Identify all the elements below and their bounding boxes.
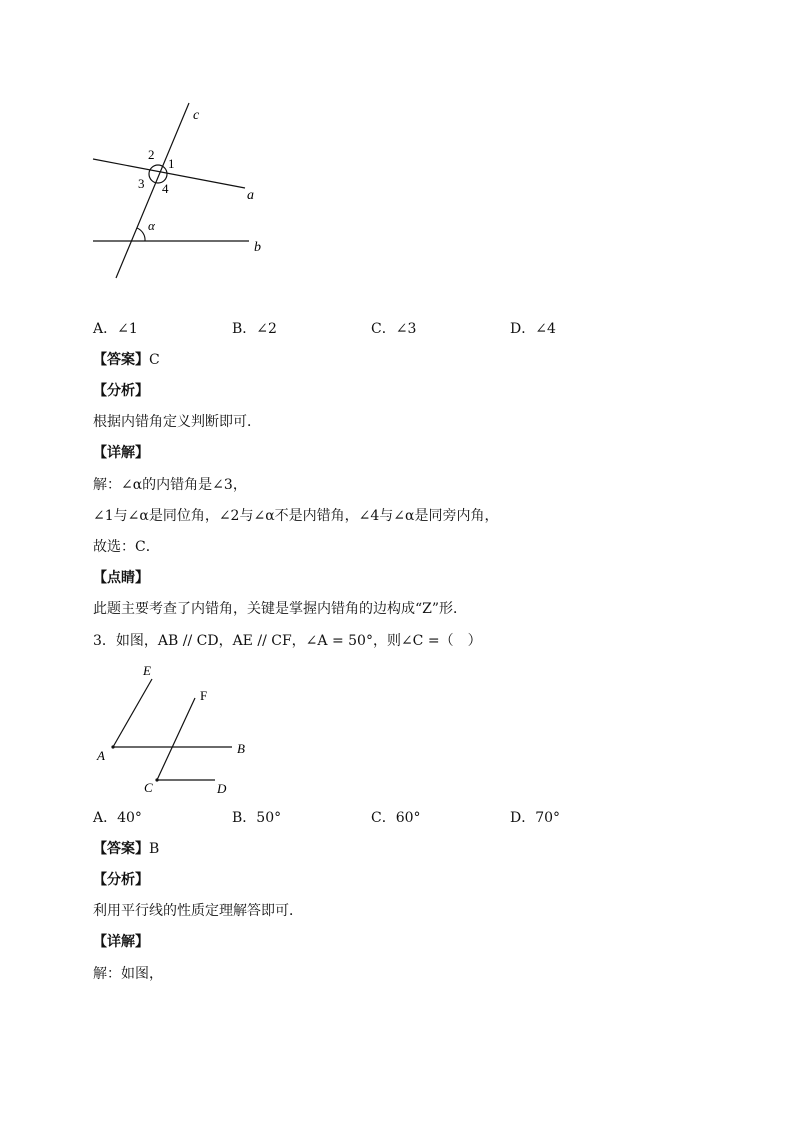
q2-answer — [93, 351, 160, 369]
label-e: E — [143, 663, 151, 678]
label-c: c — [193, 108, 200, 123]
angle-alpha-arc — [137, 228, 145, 241]
answer-value: C — [149, 352, 160, 368]
q2-comment-text: 此题主要考查了内错角，关键是掌握内错角的边构成“Z”形． — [93, 601, 468, 617]
q2-analysis-label: 【分析】 — [93, 383, 149, 399]
figure-parallel-lines — [90, 660, 270, 800]
label-c-point: C — [144, 780, 153, 795]
figure-intersecting-lines — [85, 95, 285, 295]
q3-option-c: C．60° — [371, 810, 421, 826]
label-angle-1: 1 — [168, 156, 175, 171]
q2-option-a: A．∠1 — [93, 321, 138, 337]
q2-option-b: B．∠2 — [232, 321, 277, 337]
q2-analysis-text: 根据内错角定义判断即可． — [93, 414, 261, 430]
q3-analysis-label: 【分析】 — [93, 872, 149, 888]
q3-detail-line-1: 解：如图， — [93, 966, 163, 982]
q2-detail-label: 【详解】 — [93, 445, 149, 461]
q2-detail-line-2: ∠1与∠α是同位角，∠2与∠α不是内错角，∠4与∠α是同旁内角， — [93, 508, 499, 524]
label-f: F — [200, 688, 208, 703]
q3-answer — [93, 840, 159, 858]
label-angle-3: 3 — [138, 176, 145, 191]
q3-detail-label: 【详解】 — [93, 934, 149, 950]
point-a — [111, 745, 114, 748]
point-c — [155, 778, 158, 781]
q3-analysis-text: 利用平行线的性质定理解答即可． — [93, 903, 303, 919]
label-b-point: B — [237, 741, 245, 756]
label-angle-2: 2 — [148, 147, 155, 162]
answer-label: 【答案】 — [93, 841, 149, 857]
segment-cf — [157, 698, 195, 780]
q2-comment-label: 【点睛】 — [93, 570, 149, 586]
q2-option-d: D．∠4 — [510, 321, 556, 337]
q3-option-a: A．40° — [93, 810, 142, 826]
label-a-point: A — [97, 748, 105, 763]
label-a: a — [247, 188, 254, 203]
answer-value: B — [149, 841, 160, 857]
label-angle-4: 4 — [162, 181, 169, 196]
q3-stem: 3．如图，AB // CD，AE // CF，∠A = 50°，则∠C =（ ） — [93, 633, 482, 649]
label-d-point: D — [217, 781, 227, 796]
segment-ae — [113, 679, 152, 747]
q2-detail-line-1: 解：∠α的内错角是∠3， — [93, 477, 247, 493]
label-b: b — [254, 240, 261, 255]
q2-detail-line-3: 故选：C． — [93, 539, 160, 555]
answer-label: 【答案】 — [93, 352, 149, 368]
q3-option-b: B．50° — [232, 810, 282, 826]
label-alpha: α — [148, 218, 155, 233]
q2-option-c: C．∠3 — [371, 321, 417, 337]
q3-option-d: D．70° — [510, 810, 561, 826]
line-c — [116, 103, 189, 278]
